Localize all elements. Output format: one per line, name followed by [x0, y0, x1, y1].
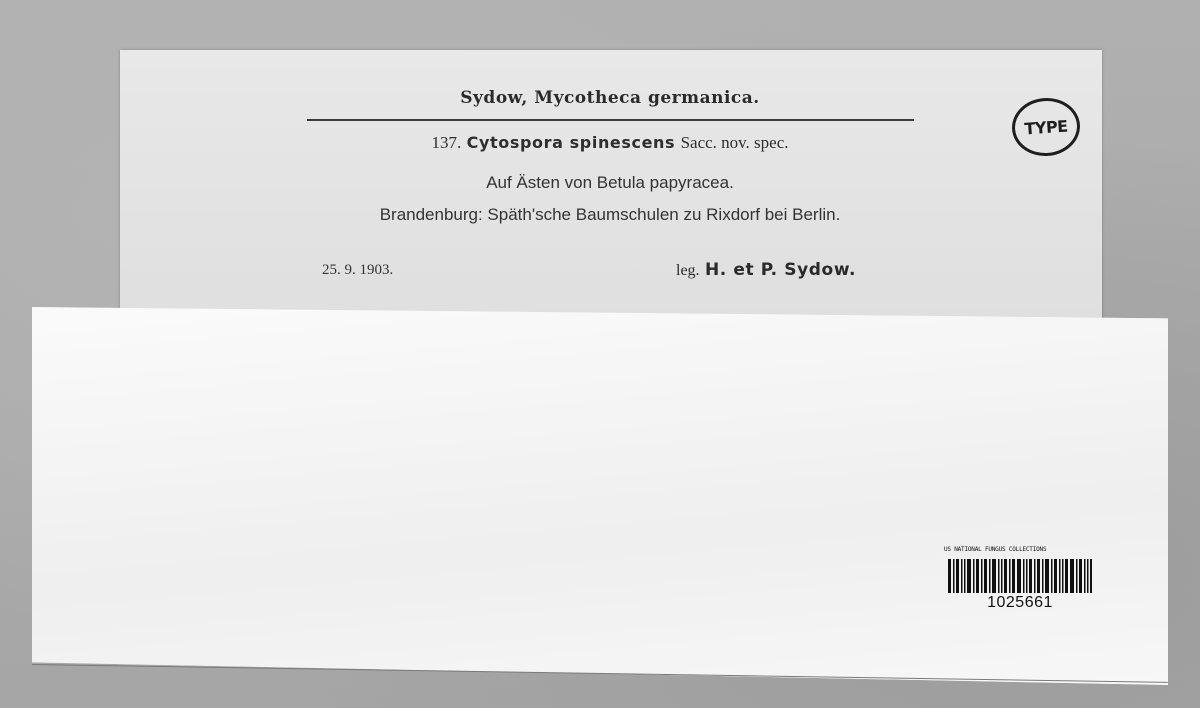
- exsiccata-number: 137.: [431, 133, 462, 152]
- collection-title: Sydow, Mycotheca germanica.: [460, 88, 760, 108]
- barcode-label: [944, 546, 1096, 616]
- collector-line: [676, 260, 856, 280]
- specimen-envelope: [32, 307, 1168, 685]
- species-line: [300, 133, 920, 153]
- type-stamp-text: TYPE: [1023, 116, 1069, 138]
- collection-date: 25. 9. 1903.: [322, 262, 394, 278]
- barcode-icon: [948, 559, 1092, 593]
- collector-prefix: leg.: [676, 262, 700, 279]
- host-text: Auf Ästen von Betula papyracea.: [486, 173, 734, 192]
- collector-names: H. et P. Sydow.: [704, 260, 857, 280]
- header-rule: [307, 119, 914, 121]
- catalog-number: 1025661: [987, 594, 1053, 611]
- species-name: Cytospora spinescens: [466, 133, 676, 152]
- locality-text: Brandenburg: Späth'sche Baumschulen zu Rixdorf bei Berlin.: [379, 205, 841, 224]
- barcode-caption: US NATIONAL FUNGUS COLLECTIONS: [944, 546, 1047, 553]
- species-authority: Sacc. nov. spec.: [680, 133, 789, 152]
